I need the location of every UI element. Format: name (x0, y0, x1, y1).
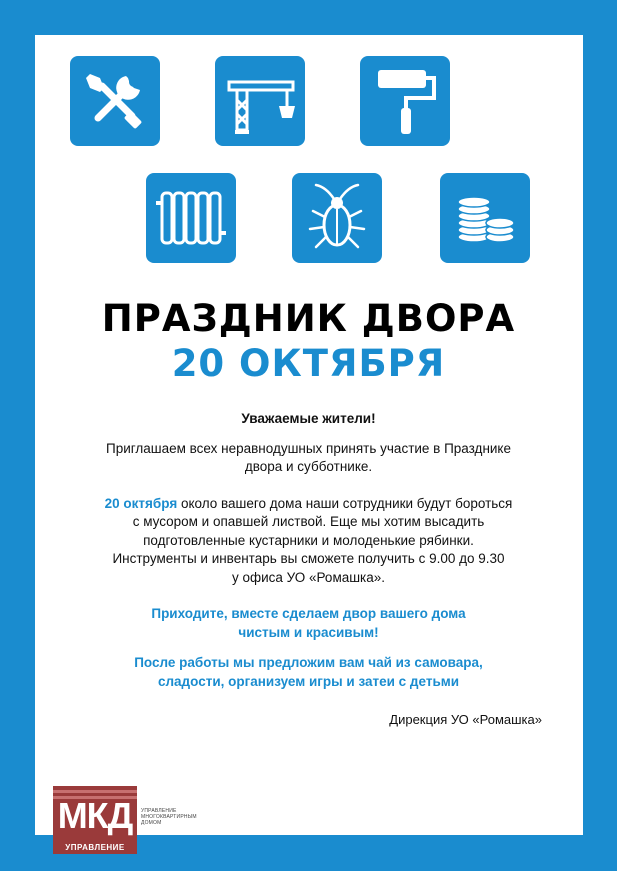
callout-line: сладости, организуем игры и затеи с детьми (157, 673, 460, 689)
event-date: 20 ОКТЯБРЯ (171, 342, 446, 385)
headline (0, 296, 617, 386)
wrench-screwdriver-icon (70, 56, 160, 146)
details-text: около вашего дома наши сотрудники будут бороться (177, 495, 513, 511)
details-line: подготовленные кустарники и молоденькие рябинки. (143, 532, 474, 548)
details-line (60, 495, 557, 514)
greeting: Уважаемые жители! (241, 411, 376, 426)
cockroach-icon (292, 173, 382, 263)
coins-icon (440, 173, 530, 263)
logo-letters: МКД (57, 795, 133, 836)
details-line: с мусором и опавшей листвой. Еще мы хотим высадить (132, 514, 485, 529)
callout-line: чистым и красивым! (238, 624, 379, 640)
event-title: ПРАЗДНИК ДВОРА (101, 297, 516, 340)
callout-line: Приходите, вместе сделаем двор вашего дома (151, 606, 466, 621)
details-line: Инструменты и инвентарь вы сможете получить с 9.00 до 9.30 (112, 551, 505, 566)
signature: Дирекция УО «Ромашка» (389, 712, 542, 727)
invite-line: Приглашаем всех неравнодушных принять участие в Празднике (106, 440, 511, 456)
details-line: у офиса УО «Ромашка». (231, 569, 386, 585)
mkd-logo (53, 786, 203, 856)
paint-roller-icon (360, 56, 450, 146)
invite-line: двора и субботнике. (244, 459, 373, 474)
logo-mark (53, 786, 137, 854)
date-accent: 20 октября (104, 495, 178, 511)
callout-line: После работы мы предложим вам чай из самовара, (134, 655, 483, 670)
logo-caption: УПРАВЛЕНИЕ МНОГОКВАРТИРНЫМ ДОМОМ (141, 808, 197, 826)
crane-icon (215, 56, 305, 146)
logo-subtitle: УПРАВЛЕНИЕ (65, 843, 125, 852)
letter-body (60, 410, 557, 691)
radiator-icon (146, 173, 236, 263)
